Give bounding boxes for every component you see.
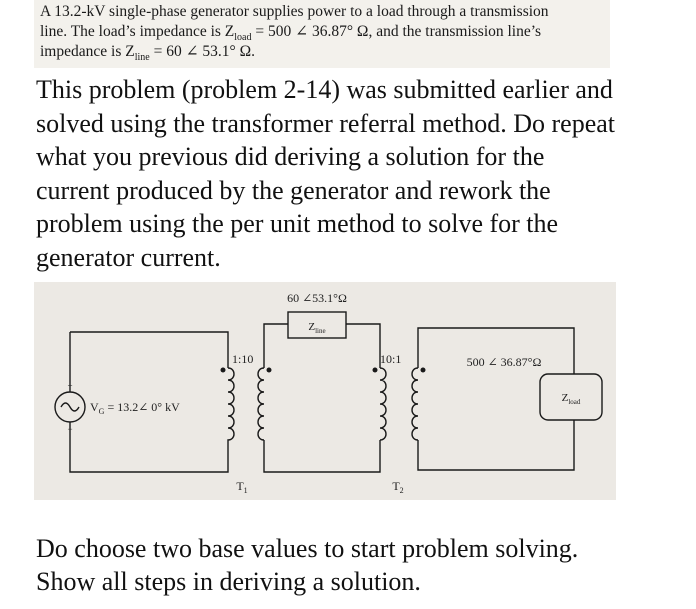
load-impedance-value: 500 ∠ 36.87°Ω xyxy=(466,355,542,369)
t1-label: $T_1$ xyxy=(236,479,248,495)
problem-line-2: line. The load’s impedance is $Z_{load} = 500$ ∠ 36.87° Ω, and the transmission line’s xyxy=(40,23,542,44)
source-label: $V_G$ = 13.2∠ 0° kV xyxy=(90,400,180,416)
t2-primary-dot xyxy=(373,368,378,373)
instruction-line: generator current. xyxy=(36,242,221,272)
diagram-background xyxy=(34,282,616,500)
t2-secondary-dot xyxy=(421,368,426,373)
instruction-line: This problem (problem 2-14) was submitted earlier and xyxy=(36,75,613,104)
problem-line-1: A 13.2-kV single-phase generator supplies power to a load through a transmission xyxy=(40,3,549,20)
footer-paragraph xyxy=(36,532,686,598)
t1-ratio-label: 1:10 xyxy=(232,352,254,366)
t2-label: $T_2$ xyxy=(392,479,404,495)
line-impedance-value: 60 ∠53.1°Ω xyxy=(287,291,347,305)
t1-primary-dot xyxy=(221,368,226,373)
t2-ratio-label: 10:1 xyxy=(380,352,402,366)
instruction-line: solved using the transformer referral method. Do repeat xyxy=(36,108,616,138)
instruction-line: problem using the per unit method to solve for the xyxy=(36,209,559,238)
footer-line: Show all steps in deriving a solution. xyxy=(36,567,421,596)
zload-label: $Z_{load}$ xyxy=(561,392,581,406)
zline-label: $Z_{line}$ xyxy=(308,321,326,335)
source-plus-sign: + xyxy=(67,381,73,391)
source-minus-sign: − xyxy=(67,424,73,434)
instruction-line: what you previous did deriving a solution for the xyxy=(36,142,545,171)
t1-secondary-dot xyxy=(267,368,272,373)
footer-line: Do choose two base values to start problem solving. xyxy=(36,534,579,563)
problem-line-3: impedance is $Z_{line} = 60$ ∠ 53.1° Ω. xyxy=(40,43,256,64)
instruction-paragraph xyxy=(36,73,686,274)
problem-statement-scan xyxy=(34,0,610,68)
instruction-line: current produced by the generator and rework the xyxy=(36,175,551,205)
circuit-diagram xyxy=(34,282,616,500)
